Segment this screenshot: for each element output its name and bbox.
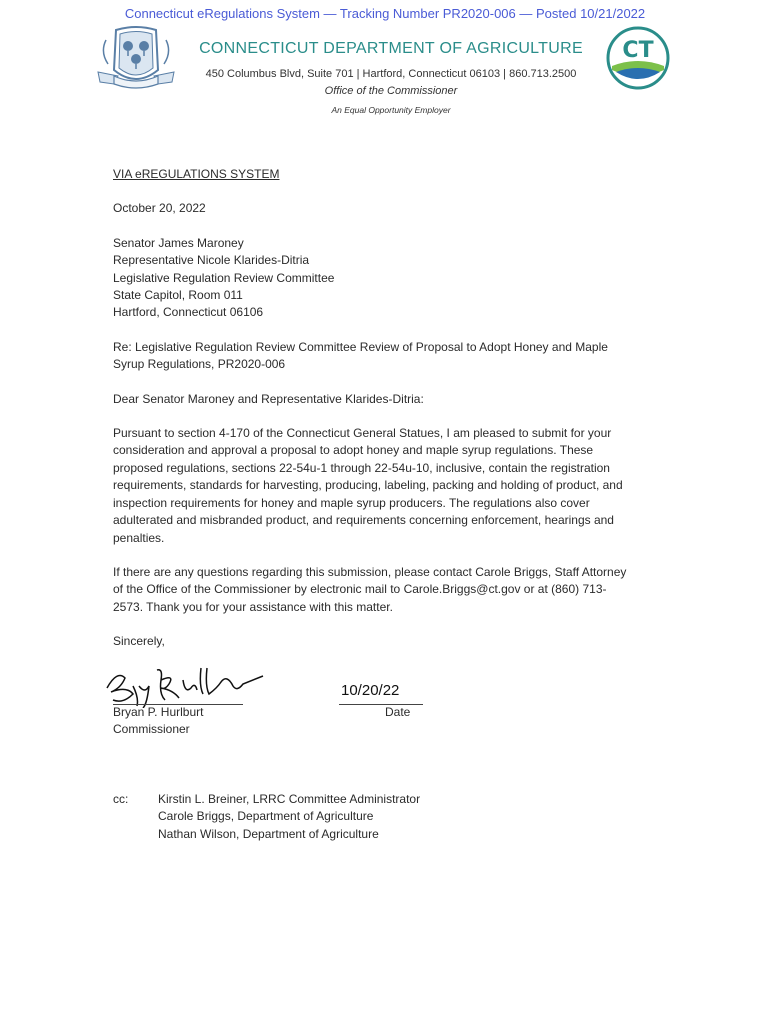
paragraph-line: consideration and approval a proposal to adopt honey and maple syrup regulations. These [113, 443, 594, 458]
delivery-method: VIA eREGULATIONS SYSTEM [113, 167, 280, 181]
date-label: Date [385, 705, 411, 719]
paragraph-line: of the Office of the Commissioner by electronic mail to Carole.Briggs@ct.gov or at (860) 713- [113, 582, 607, 597]
paragraph-line: adulterated and misbranded product, and requirements concerning enforcement, hearings and [113, 513, 614, 528]
subject-line [113, 339, 658, 374]
cc-recipient: Carole Briggs, Department of Agriculture [158, 809, 374, 824]
signer-title: Commissioner [113, 722, 190, 736]
paragraph-line: If there are any questions regarding this submission, please contact Carole Briggs, Staff Attorney [113, 564, 627, 579]
closing: Sincerely, [113, 634, 165, 649]
subject-line-text: Re: Legislative Regulation Review Committee Review of Proposal to Adopt Honey and Maple [113, 339, 608, 354]
cc-label: cc: [113, 792, 129, 806]
salutation: Dear Senator Maroney and Representative Klarides-Ditria: [113, 391, 424, 406]
date-line [339, 704, 423, 705]
handwritten-date: 10/20/22 [341, 682, 400, 699]
paragraph-line: penalties. [113, 530, 165, 545]
paragraph-line: Pursuant to section 4-170 of the Connecticut General Statues, I am pleased to submit for your [113, 426, 612, 441]
ct-logo-text: CT [622, 38, 654, 63]
body-paragraph-2 [113, 564, 658, 616]
ct-grown-logo-icon [606, 26, 670, 90]
signer-name: Bryan P. Hurlburt [113, 705, 204, 719]
cc-recipient: Kirstin L. Breiner, LRRC Committee Administrator [158, 792, 421, 806]
office-name: Office of the Commissioner [324, 85, 458, 97]
paragraph-line: 2573. Thank you for your assistance with this matter. [113, 599, 393, 614]
letter-body [113, 166, 658, 668]
recipient-block [113, 235, 658, 322]
connecticut-state-seal-icon [96, 26, 176, 94]
recipient-line: Senator James Maroney [113, 235, 244, 250]
eregulations-banner: Connecticut eRegulations System — Tracking Number PR2020-006 — Posted 10/21/2022 [124, 5, 646, 21]
cc-recipients [158, 791, 658, 843]
letter-date: October 20, 2022 [113, 201, 206, 216]
subject-line-text: Syrup Regulations, PR2020-006 [113, 357, 286, 372]
signature-block [113, 664, 658, 744]
recipient-line: Representative Nicole Klarides-Ditria [113, 253, 310, 268]
employer-note: An Equal Opportunity Employer [331, 105, 451, 115]
paragraph-line: proposed regulations, sections 22-54u-1 through 22-54u-10, inclusive, contain the registration [113, 460, 610, 475]
recipient-line: State Capitol, Room 011 [113, 288, 243, 303]
recipient-line: Hartford, Connecticut 06106 [113, 305, 264, 320]
department-title: CONNECTICUT DEPARTMENT OF AGRICULTURE [199, 40, 583, 57]
cc-recipient: Nathan Wilson, Department of Agriculture [158, 826, 379, 841]
paragraph-line: inspection requirements for honey and maple syrup producers. The regulations also cover [113, 495, 590, 510]
handwritten-signature [103, 664, 273, 708]
department-address: 450 Columbus Blvd, Suite 701 | Hartford, Connecticut 06103 | 860.713.2500 [205, 68, 577, 80]
paragraph-line: requirements, standards for harvesting, producing, labeling, packing and holding of product, and [113, 478, 623, 493]
recipient-line: Legislative Regulation Review Committee [113, 270, 335, 285]
body-paragraph-1 [113, 425, 658, 547]
